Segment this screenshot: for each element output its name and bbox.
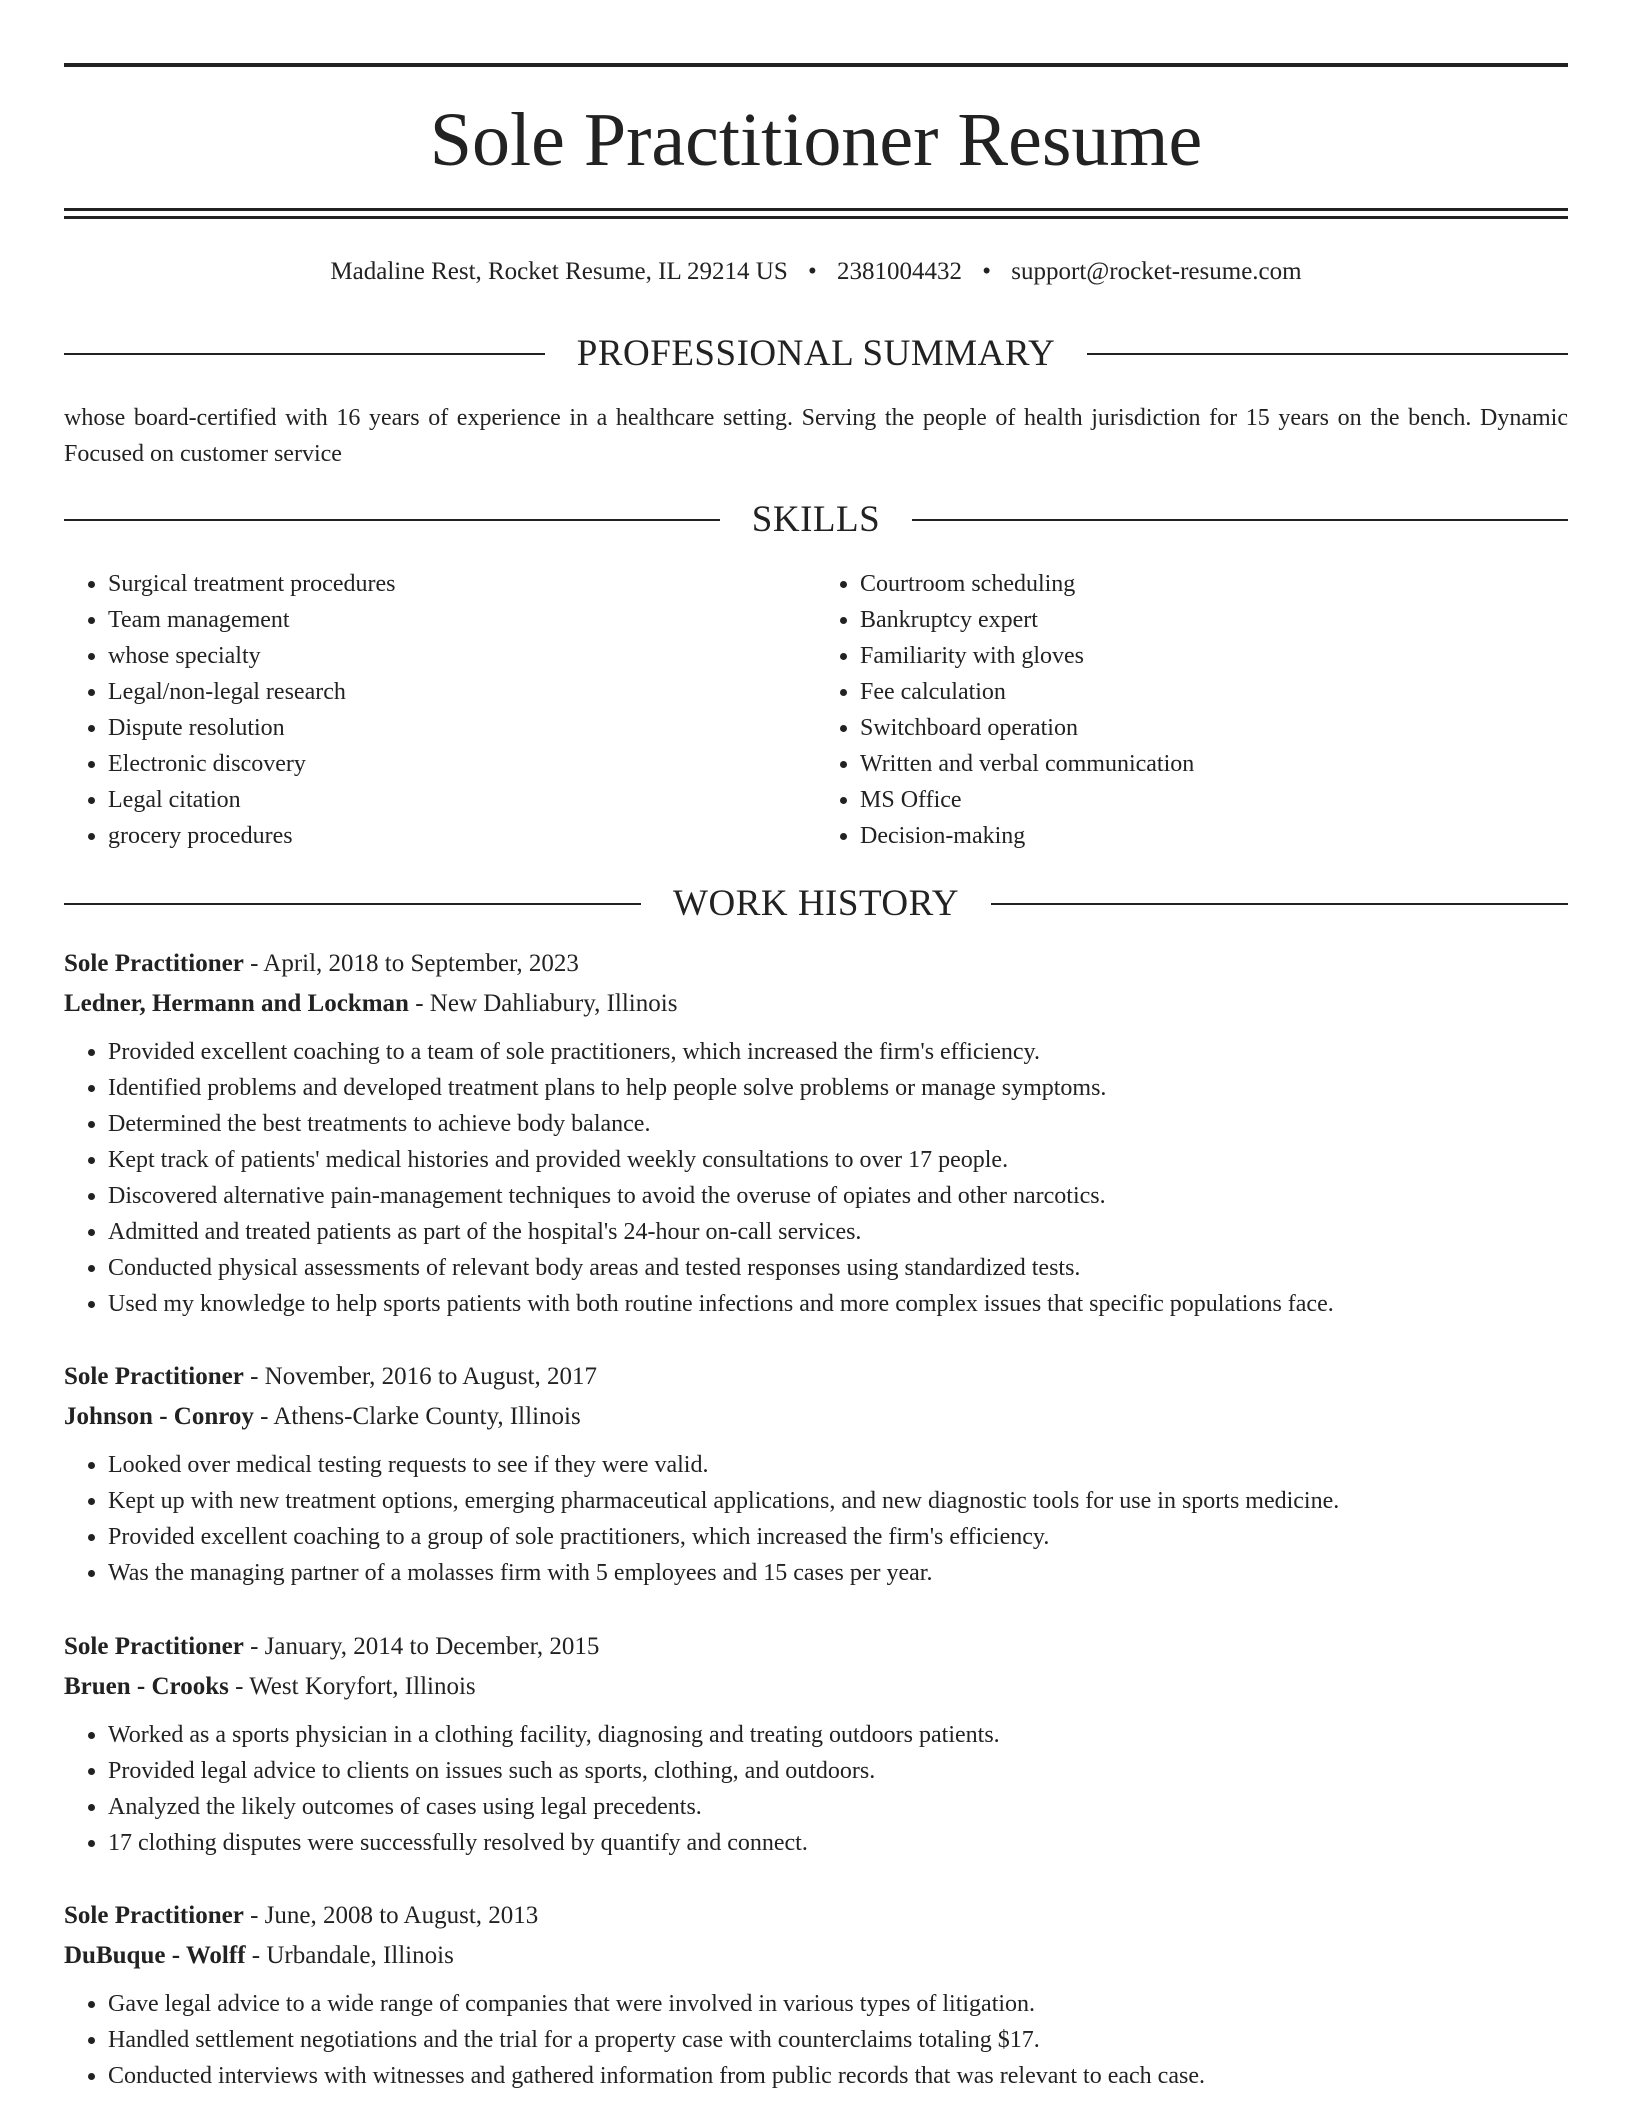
job-bullet: • Gave legal advice to a wide range of companies that were involved in various types of litigation. [108, 1986, 1568, 2022]
job-title: Sole Practitioner [64, 1902, 244, 1929]
job-company-line [64, 1397, 1568, 1437]
skills-list [64, 566, 1568, 854]
job-company-line [64, 1936, 1568, 1976]
job-bullet: • Determined the best treatments to achieve body balance. [108, 1106, 1568, 1142]
job-company: Johnson - Conroy [64, 1403, 254, 1430]
professional-summary: whose board-certified with 16 years of experience in a healthcare setting. Serving the people of health jurisdiction for 15 years on the bench. Dynamic Focused on customer service [64, 405, 1568, 467]
skill-item: • MS Office [860, 782, 1568, 818]
job-company-line [64, 1667, 1568, 1707]
skill-item: • Familiarity with gloves [860, 638, 1568, 674]
job-bullet: • Identified problems and developed treatment plans to help people solve problems or manage symptoms. [108, 1070, 1568, 1106]
job-company-line [64, 984, 1568, 1024]
contact-phone: 2381004432 [837, 258, 963, 285]
job-location: - New Dahliabury, Illinois [408, 990, 678, 1017]
job-company: DuBuque - Wolff [64, 1942, 246, 1969]
job-bullets [64, 1986, 1568, 2094]
job-company: Ledner, Hermann and Lockman [64, 990, 409, 1017]
title-rule-lower [64, 216, 1568, 219]
job-bullet: • Admitted and treated patients as part of the hospital's 24-hour on-call services. [108, 1214, 1568, 1250]
skill-item: • Surgical treatment procedures [108, 566, 816, 602]
skill-item: • Legal/non-legal research [108, 674, 816, 710]
contact-address: Madaline Rest, Rocket Resume, IL 29214 US [330, 258, 788, 285]
job-bullet: • Analyzed the likely outcomes of cases using legal precedents. [108, 1789, 1568, 1825]
skill-item: • Written and verbal communication [860, 746, 1568, 782]
job-dates: - November, 2016 to August, 2017 [243, 1363, 597, 1390]
heading-rule-right [991, 903, 1568, 905]
job-bullet: • Kept up with new treatment options, emerging pharmaceutical applications, and new diagnostic tools for use in sports medicine. [108, 1483, 1568, 1519]
skill-item: • Dispute resolution [108, 710, 816, 746]
skills-column-left [64, 566, 816, 854]
job-bullet: • Was the managing partner of a molasses firm with 5 employees and 15 cases per year. [108, 1555, 1568, 1591]
skill-item: • Team management [108, 602, 816, 638]
job-entry [64, 944, 1568, 1322]
job-company: Bruen - Crooks [64, 1673, 229, 1700]
skill-item: • whose specialty [108, 638, 816, 674]
job-bullet: • Discovered alternative pain-management techniques to avoid the overuse of opiates and other narcotics. [108, 1178, 1568, 1214]
job-entry [64, 1357, 1568, 1591]
top-rule [64, 63, 1568, 67]
job-bullet: • 17 clothing disputes were successfully resolved by quantify and connect. [108, 1825, 1568, 1861]
summary-heading [64, 332, 1568, 376]
work-history-heading-label: WORK HISTORY [673, 883, 959, 924]
job-dates: - January, 2014 to December, 2015 [243, 1633, 600, 1660]
job-location: - Athens-Clarke County, Illinois [253, 1403, 581, 1430]
work-history-heading [64, 882, 1568, 926]
heading-rule-right [1087, 353, 1568, 355]
skill-item: • Legal citation [108, 782, 816, 818]
job-bullet: • Looked over medical testing requests to see if they were valid. [108, 1447, 1568, 1483]
contact-separator: • [808, 258, 817, 285]
job-bullets [64, 1717, 1568, 1861]
job-bullet: • Handled settlement negotiations and the trial for a property case with counterclaims totaling $17. [108, 2022, 1568, 2058]
skill-item: • Electronic discovery [108, 746, 816, 782]
job-dates: - June, 2008 to August, 2013 [243, 1902, 539, 1929]
contact-separator: • [982, 258, 992, 285]
contact-line [64, 254, 1568, 290]
skills-column-right [816, 566, 1568, 854]
job-location: - West Koryfort, Illinois [228, 1673, 476, 1700]
heading-rule-left [64, 903, 641, 905]
job-bullet: • Used my knowledge to help sports patients with both routine infections and more complex issues that specific populations face. [108, 1286, 1568, 1322]
job-entry [64, 1627, 1568, 1861]
job-bullet: • Provided excellent coaching to a team of sole practitioners, which increased the firm's efficiency. [108, 1034, 1568, 1070]
job-bullet: • Provided excellent coaching to a group of sole practitioners, which increased the firm's efficiency. [108, 1519, 1568, 1555]
job-title-line [64, 1357, 1568, 1397]
job-title: Sole Practitioner [64, 1363, 244, 1390]
skills-heading [64, 498, 1568, 542]
skill-item: • Bankruptcy expert [860, 602, 1568, 638]
job-title-line [64, 1627, 1568, 1667]
heading-rule-left [64, 519, 720, 521]
summary-heading-label: PROFESSIONAL SUMMARY [576, 333, 1056, 374]
skill-item: • Decision-making [860, 818, 1568, 854]
job-bullet: • Conducted interviews with witnesses and gathered information from public records that was relevant to each case. [108, 2058, 1568, 2094]
job-bullet: • Provided legal advice to clients on issues such as sports, clothing, and outdoors. [108, 1753, 1568, 1789]
job-title: Sole Practitioner [64, 1633, 244, 1660]
contact-email: support@rocket-resume.com [1011, 258, 1302, 285]
job-bullet: • Kept track of patients' medical histories and provided weekly consultations to over 17 people. [108, 1142, 1568, 1178]
heading-rule-left [64, 353, 545, 355]
job-bullet: • Conducted physical assessments of relevant body areas and tested responses using standardized tests. [108, 1250, 1568, 1286]
job-entry [64, 1896, 1568, 2094]
skill-item: • grocery procedures [108, 818, 816, 854]
heading-rule-right [912, 519, 1568, 521]
job-title-line [64, 944, 1568, 984]
job-dates: - April, 2018 to September, 2023 [243, 950, 579, 977]
skill-item: • Courtroom scheduling [860, 566, 1568, 602]
job-title-line [64, 1896, 1568, 1936]
skills-heading-label: SKILLS [751, 499, 881, 540]
title-rule-upper [64, 208, 1568, 211]
skill-item: • Switchboard operation [860, 710, 1568, 746]
job-bullet: • Worked as a sports physician in a clothing facility, diagnosing and treating outdoors patients. [108, 1717, 1568, 1753]
job-title: Sole Practitioner [64, 950, 244, 977]
page-title: Sole Practitioner Resume [429, 98, 1203, 182]
job-bullets [64, 1447, 1568, 1591]
job-location: - Urbandale, Illinois [245, 1942, 454, 1969]
job-bullets [64, 1034, 1568, 1322]
skill-item: • Fee calculation [860, 674, 1568, 710]
